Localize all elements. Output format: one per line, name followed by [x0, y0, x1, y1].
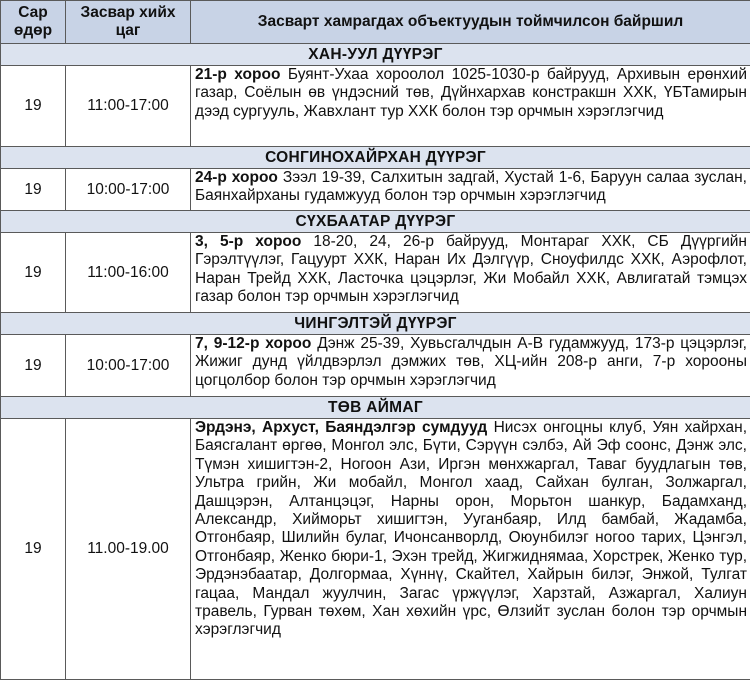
location-cell — [191, 169, 750, 211]
location-cell — [191, 335, 750, 397]
khoroo-label: 3, 5-р хороо — [195, 233, 302, 250]
location-text: 18-20, 24, 26-р байрууд, Монтараг ХХК, СБ Дүүргийн Гэрэлтүүлэг, Гацуурт ХХК, Наран Их Дэлгүүр, Сноуфилдс ХХК, Аэрофлот, Наран Трейд ХХК, Ласточка цэцэрлэг, Жи Мобайл ХХК, Авлигатай тэмцэх газар болон тэр орчмын хэрэглэгчид — [195, 233, 747, 306]
day-cell: 19 — [1, 419, 66, 680]
district-row — [1, 211, 750, 233]
location-text: Зээл 19-39, Салхитын задгай, Хустай 1-6, Баруун салаа зуслан, Баянхайрханы гудамжууд болон тэр орчмын хэрэглэгчид — [195, 169, 747, 205]
khoroo-label: 7, 9-12-р хороо — [195, 335, 312, 352]
table-row — [1, 419, 750, 680]
location-cell — [191, 66, 750, 147]
district-name: СОНГИНОХАЙРХАН ДҮҮРЭГ — [1, 147, 750, 169]
time-cell: 10:00-17:00 — [66, 335, 191, 397]
district-row — [1, 313, 750, 335]
district-name: ТӨВ АЙМАГ — [1, 397, 750, 419]
table-row — [1, 169, 750, 211]
column-header-day: Сар өдөр — [1, 1, 66, 44]
table-row — [1, 233, 750, 313]
district-name: ХАН-УУЛ ДҮҮРЭГ — [1, 44, 750, 66]
district-name: СҮХБААТАР ДҮҮРЭГ — [1, 211, 750, 233]
district-row — [1, 147, 750, 169]
day-cell: 19 — [1, 233, 66, 313]
table-header-row — [1, 1, 750, 44]
time-cell: 11:00-16:00 — [66, 233, 191, 313]
table-row — [1, 66, 750, 147]
time-cell: 11:00-17:00 — [66, 66, 191, 147]
location-cell — [191, 419, 750, 680]
location-text: Нисэх онгоцны клуб, Уян хайрхан, Баясгалант өргөө, Монгол элс, Бүти, Сэрүүн сэлбэ, Ай Эф соонс, Дэнж элс, Түмэн хишигтэн-2, Ногоон Ази, Иргэн мөнхжаргал, Таваг буудлагын төв, Ультра грийн, Жи мобайл, Монгол хаад, Сайхан булган, Золжаргал, Дашцэрэн, Алтанцэцэг, Нарны орон, Морьтон шанкур, Бадамханд, Александр, Хийморьт хишигтэн, Ууганбаяр, Илд бамбай, Жадамба, Отгонбаяр, Шилийн булаг, Ичонсанворлд, Оюунбилэг ногоо тарих, Цэнгэл, Отгонбаяр, Женко бюри-1, Эхэн трейд, Жигжиднямаа, Хорстрек, Женко тур, Эрдэнэбаатар, Долгормаа, Хүннү, Скайтел, Хайрын билэг, Энжой, Тулгат гацаа, Мандал жуулчин, Загас үржүүлэг, Харзтай, Азжаргал, Халиун травель, Гурван төхөм, Хан хөхийн үрс, Өлзийт зуслан болон тэр орчмын хэрэглэгчид — [195, 419, 748, 639]
location-text: Дэнж 25-39, Хувьсгалчдын А-В гудамжууд, 173-р цэцэрлэг, Жижиг дунд үйлдвэрлэл дэмжих төв, ХЦ-ийн 208-р анги, 7-р хорооны цогцолбор болон тэр орчмын хэрэглэгчид — [195, 335, 747, 389]
time-cell: 11.00-19.00 — [66, 419, 191, 680]
district-row — [1, 397, 750, 419]
khoroo-label: 21-р хороо — [195, 66, 281, 83]
table-row — [1, 335, 750, 397]
khoroo-label: 24-р хороо — [195, 169, 278, 186]
location-cell — [191, 233, 750, 313]
day-cell: 19 — [1, 66, 66, 147]
district-row — [1, 44, 750, 66]
column-header-time: Засвар хийх цаг — [66, 1, 191, 44]
time-cell: 10:00-17:00 — [66, 169, 191, 211]
day-cell: 19 — [1, 335, 66, 397]
location-text: Буянт-Ухаа хороолол 1025-1030-р байрууд, Архивын ерөнхий газар, Соёлын өв үндэсний төв, Дүйнхархав констракшн ХХК, ҮБТамирын дээд сургууль, Жавхлант тур ХХК болон тэр орчмын хэрэглэгчид — [195, 66, 747, 120]
day-cell: 19 — [1, 169, 66, 211]
district-name: ЧИНГЭЛТЭЙ ДҮҮРЭГ — [1, 313, 750, 335]
column-header-location: Засварт хамрагдах объектуудын тоймчилсон байршил — [191, 1, 750, 44]
soum-label: Эрдэнэ, Архуст, Баяндэлгэр сумдууд — [195, 419, 488, 436]
